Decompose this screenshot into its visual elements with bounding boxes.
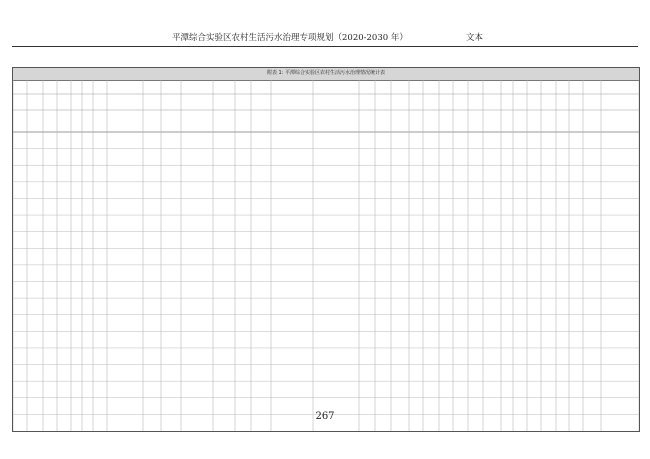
- header-title: 平潭综合实验区农村生活污水治理专项规划（2020-2030 年）: [172, 33, 408, 43]
- header-section-label: 文本: [466, 33, 484, 43]
- page-header: [0, 30, 650, 46]
- table-grid: [13, 68, 639, 431]
- data-table: [12, 67, 640, 432]
- table-caption: 附表 1: 平潭综合实验区农村生活污水治理情况统计表: [266, 70, 386, 76]
- header-rule: [12, 46, 638, 47]
- page-number: 267: [315, 411, 335, 422]
